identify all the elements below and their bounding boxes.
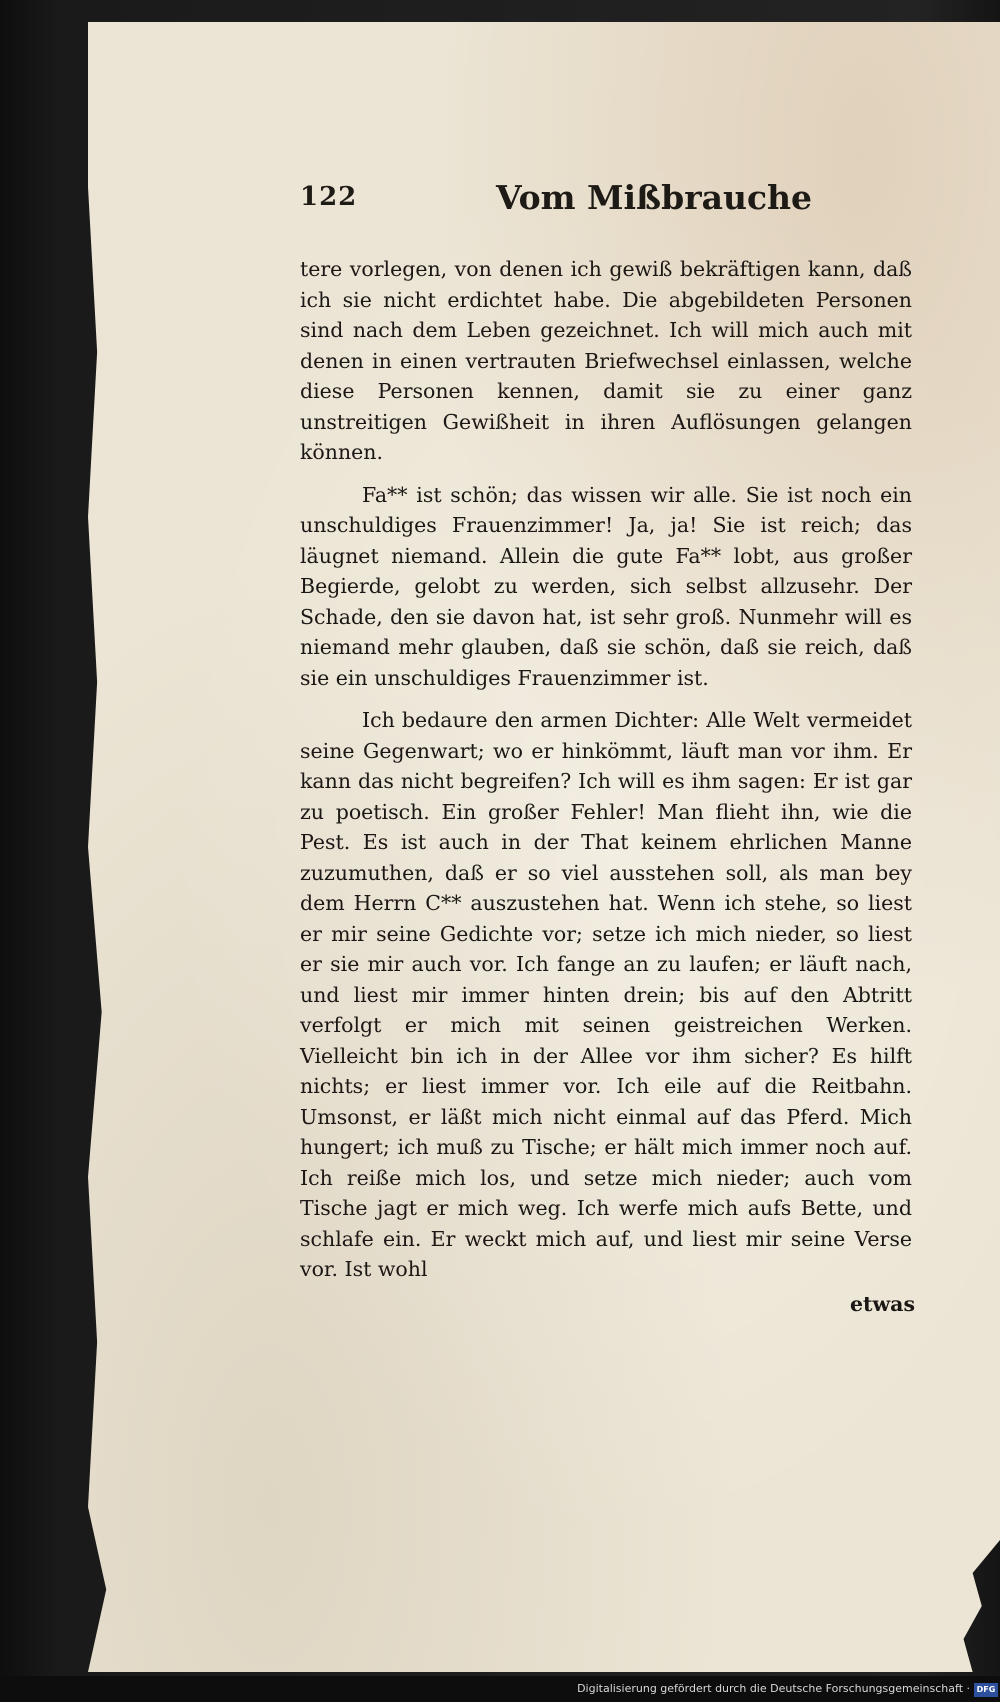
page-number: 122 [300, 182, 358, 212]
dfg-logo-icon: DFG [974, 1683, 998, 1697]
digitization-footer [0, 1676, 1000, 1702]
page-body [300, 254, 912, 1285]
paragraph-continuation: tere vorlegen, von denen ich gewiß bekräftigen kann, daß ich sie nicht erdichtet habe. Die abgebildeten Personen sind nach dem Leben gezeichnet. Ich will mich auch mit denen in einen vertrauten Briefwechsel einlassen, welche diese Personen kennen, damit sie zu einer ganz unstreitigen Gewißheit in ihren Auflösungen gelangen können. [300, 257, 912, 464]
catchword: etwas [850, 1292, 915, 1316]
running-head: Vom Mißbrauche [496, 178, 813, 217]
page-header [300, 178, 920, 222]
paragraph-fa: Fa** ist schön; das wissen wir alle. Sie ist noch ein unschuldiges Frauenzimmer! Ja, ja! Sie ist reich; das läugnet niemand. Allein die gute Fa** lobt, aus großer Begierde, gelobt zu werden, sich selbst allzusehr. Der Schade, den sie davon hat, ist sehr groß. Nunmehr will es niemand mehr glauben, daß sie schön, daß sie reich, daß sie ein unschuldiges Frauenzimmer ist. [300, 482, 912, 690]
footer-credit: Digitalisierung gefördert durch die Deutsche Forschungsgemeinschaft · [577, 1682, 970, 1695]
paragraph-dichter: Ich bedaure den armen Dichter: Alle Welt vermeidet seine Gegenwart; wo er hinkömmt, läuft man vor ihm. Er kann das nicht begreifen? Ich will es ihm sagen: Er ist gar zu poetisch. Ein großer Fehler! Man flieht ihn, wie die Pest. Es ist auch in der That keinem ehrlichen Manne zuzumuthen, daß er so viel ausstehen soll, als man bey dem Herrn C** auszustehen hat. Wenn ich stehe, so liest er mir seine Gedichte vor; setze ich mich nieder, so liest er sie mir auch vor. Ich fange an zu laufen; er läuft nach, und liest mir immer hinten drein; bis auf den Abtritt verfolgt er mich mit seinen geistreichen Werken. Vielleicht bin ich in der Allee vor ihm sicher? Es hilft nichts; er liest immer vor. Ich eile auf die Reitbahn. Umsonst, er läßt mich nicht einmal auf das Pferd. Mich hungert; ich muß zu Tische; er hält mich immer noch auf. Ich reiße mich los, und setze mich nieder; auch vom Tische jagt er mich weg. Ich werfe mich aufs Bette, und schlafe ein. Er weckt mich auf, und liest mir seine Verse vor. Ist wohl [300, 708, 912, 1281]
